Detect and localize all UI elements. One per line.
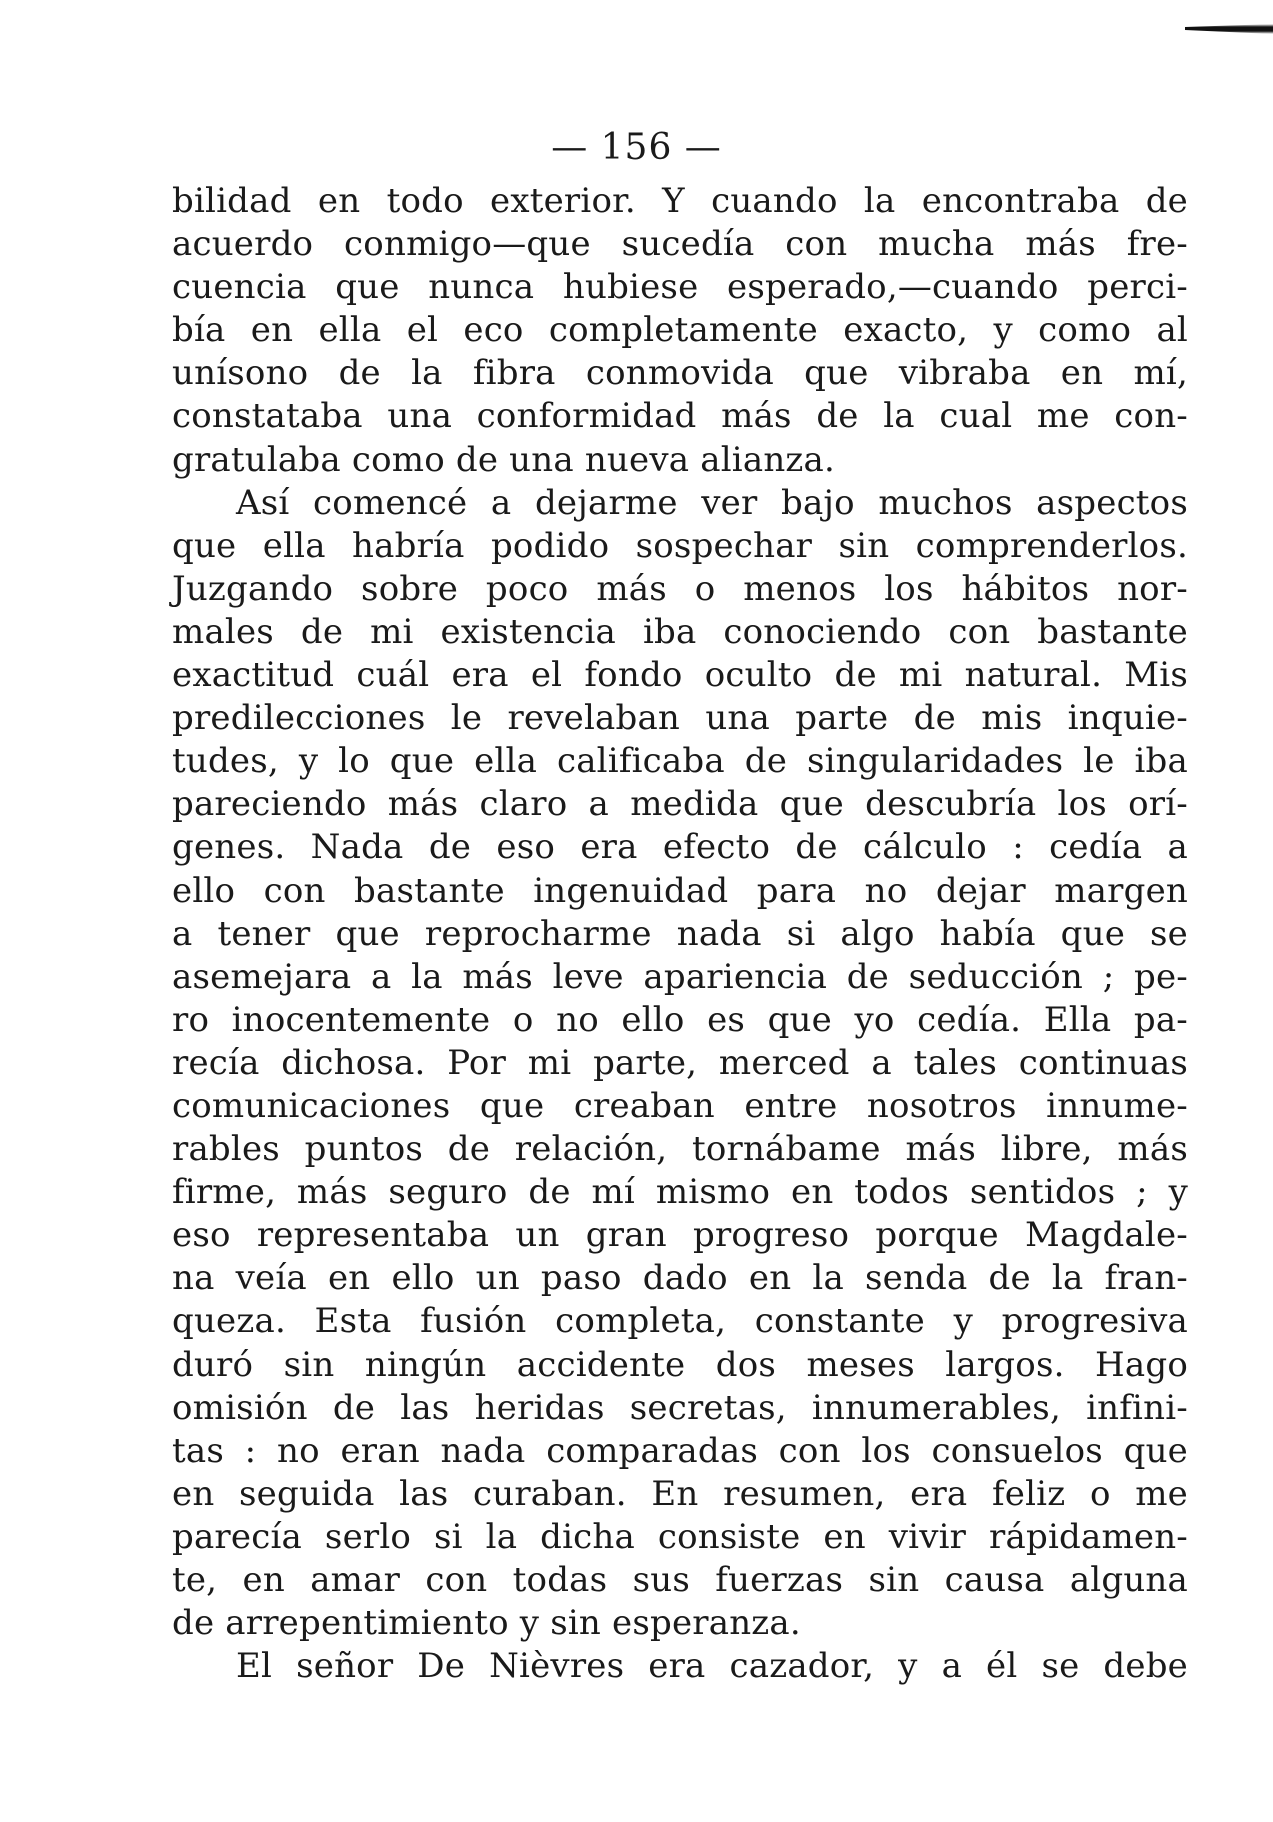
body-text [172,180,1188,1688]
text-line: unísono de la fibra conmovida que vibraba en mí, [172,353,1188,394]
text-line: predilecciones le revelaban una parte de mis inquie- [172,698,1188,739]
text-line: recía dichosa. Por mi parte, merced a tales continuas [172,1042,1188,1083]
text-line: asemejara a la más leve apariencia de seducción ; pe- [172,956,1188,997]
text-line: cuencia que nunca hubiese esperado,—cuando perci- [172,267,1188,308]
text-line: Así comencé a dejarme ver bajo muchos aspectos [236,482,1188,523]
text-line: constataba una conformidad más de la cual me con- [172,396,1188,437]
text-line: queza. Esta fusión completa, constante y progresiva [172,1301,1188,1342]
text-line: a tener que reprocharme nada si algo había que se [172,913,1188,954]
text-line: firme, más seguro de mí mismo en todos sentidos ; y [172,1172,1188,1213]
text-line: que ella habría podido sospechar sin comprenderlos. [172,525,1188,566]
text-line: bía en ella el eco completamente exacto, y como al [172,310,1188,351]
text-line: comunicaciones que creaban entre nosotros innume- [172,1085,1188,1126]
text-line: exactitud cuál era el fondo oculto de mi natural. Mis [172,655,1188,696]
text-line: eso representaba un gran progreso porque Magdale- [172,1215,1188,1256]
text-line: ro inocentemente o no ello es que yo cedía. Ella pa- [172,999,1188,1040]
text-line: tudes, y lo que ella calificaba de singularidades le iba [172,741,1188,782]
text-line: parecía serlo si la dicha consiste en vivir rápidamen- [172,1516,1188,1557]
text-line: ello con bastante ingenuidad para no dejar margen [172,870,1188,911]
text-line: males de mi existencia iba conociendo con bastante [172,611,1188,652]
text-line: El señor De Nièvres era cazador, y a él se debe [236,1646,1188,1687]
text-line: te, en amar con todas sus fuerzas sin causa alguna [172,1560,1188,1600]
text-line: pareciendo más claro a medida que descubría los orí- [172,784,1188,825]
text-line: genes. Nada de eso era efecto de cálculo : cedía a [172,827,1188,868]
text-line: duró sin ningún accidente dos meses largos. Hago [172,1344,1188,1385]
text-line: bilidad en todo exterior. Y cuando la encontraba de [172,181,1188,221]
text-line: de arrepentimiento y sin esperanza. [172,1603,801,1644]
page-edge-mark [1185,24,1273,34]
text-line: en seguida las curaban. En resumen, era feliz o me [172,1473,1188,1514]
page-number: — 156 — [551,127,722,168]
text-line: Juzgando sobre poco más o menos los hábitos nor- [172,568,1188,609]
text-line: acuerdo conmigo—que sucedía con mucha más fre- [172,224,1188,265]
text-line: rables puntos de relación, tornábame más libre, más [172,1129,1188,1170]
text-line: tas : no eran nada comparadas con los consuelos que [172,1430,1188,1471]
text-line: gratulaba como de una nueva alianza. [172,439,836,480]
text-line: na veía en ello un paso dado en la senda de la fran- [172,1258,1188,1299]
text-line: omisión de las heridas secretas, innumerables, infini- [172,1387,1188,1428]
